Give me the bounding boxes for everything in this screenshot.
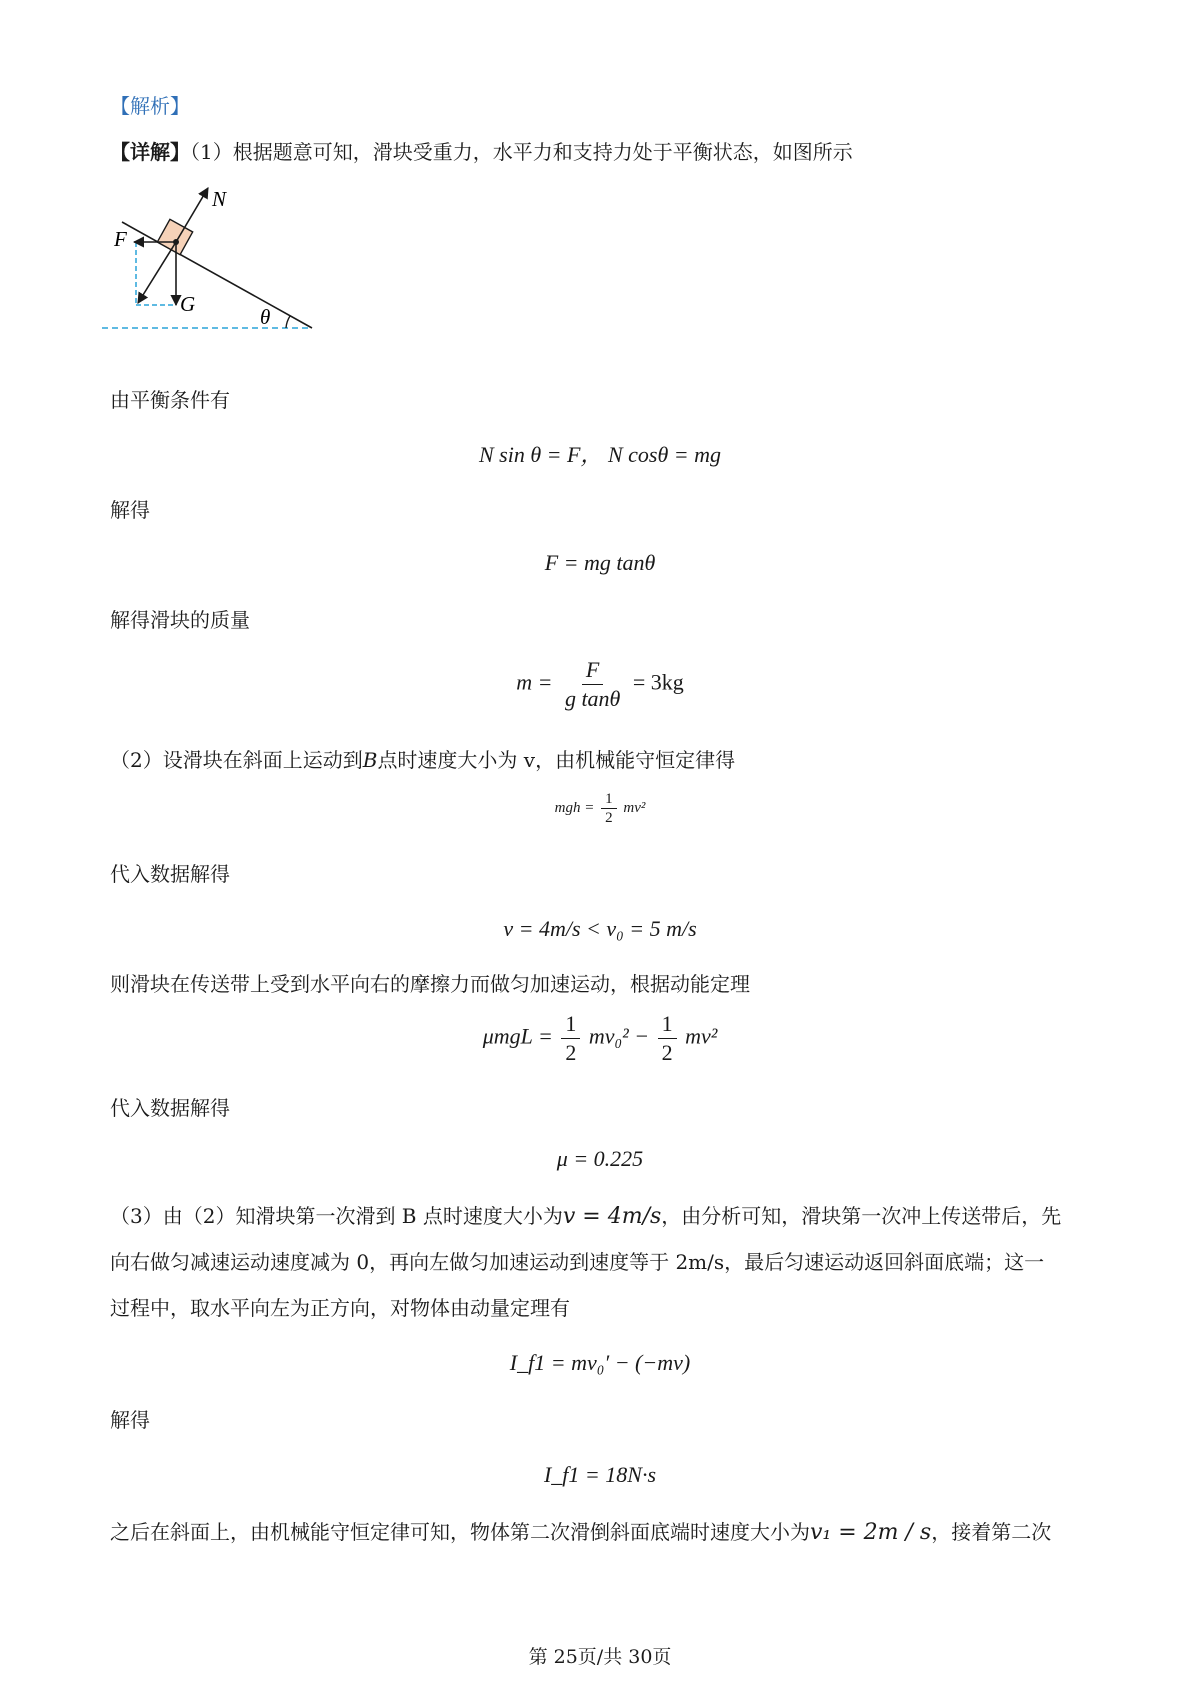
part3-velocity-2: v₁ = 2m / s [810,1520,932,1545]
eq6-denominator-2: 2 [661,1040,673,1065]
text-solve-1: 解得 [110,498,150,522]
equation-6 [0,1010,1200,1067]
detail-label: 【详解】 [110,140,190,164]
text-mass: 解得滑块的质量 [110,608,250,632]
eq4-denominator: 2 [605,810,613,826]
resultant-arrow [138,242,176,303]
point-B: B [362,748,378,772]
eq6-mid: mv₀² − [588,1023,650,1049]
eq4-lhs: mgh = [554,799,595,816]
text-kinetic-theorem: 则滑块在传送带上受到水平向右的摩擦力而做匀加速运动，根据动能定理 [110,972,750,996]
equation-7: μ = 0.225 [556,1146,644,1171]
eq3-rhs: = 3kg [632,669,684,695]
text-part2 [110,746,735,774]
detail-paragraph-1 [110,138,853,166]
eq6-denominator-1: 2 [565,1040,577,1065]
incline-line [122,222,312,328]
text-substitute-2: 代入数据解得 [110,1096,230,1120]
eq6-numerator-1: 1 [561,1010,580,1039]
label-N: N [212,187,227,211]
eq3-numerator: F [582,656,603,685]
eq4-rhs: mv² [623,799,646,816]
theta-arc [286,316,290,328]
eq6-fraction-1 [561,1010,580,1067]
force-diagram [100,178,340,338]
analysis-heading: 【解析】 [110,94,190,118]
text-substitute-1: 代入数据解得 [110,862,230,886]
eq6-rhs: mv² [685,1023,718,1049]
text-part3-line2: 向右做匀减速运动速度减为 0，再向左做匀加速运动到速度等于 2m/s，最后匀速运动返回斜面底端；这一 [110,1250,1045,1274]
part2-text-a: （2）设滑块在斜面上运动到 [110,748,363,772]
text-part3-line4 [110,1518,1051,1547]
equation-5: v = 4m/s < v₀ = 5 m/s [503,916,697,941]
part2-text-c: 点时速度大小为 v，由机械能守恒定律得 [377,748,736,772]
equation-4 [0,790,1200,827]
eq6-lhs: μmgL = [482,1023,553,1049]
text-equilibrium: 由平衡条件有 [110,388,230,412]
eq3-lhs: m = [516,669,553,695]
page-footer: 第 25页/共 30页 [528,1646,672,1668]
label-G: G [180,292,196,316]
eq6-fraction-2 [658,1010,677,1067]
part3-text-c: ，由分析可知，滑块第一次冲上传送带后，先 [661,1204,1062,1228]
equation-3 [0,656,1200,713]
part3-line4-text-a: 之后在斜面上，由机械能守恒定律可知，物体第二次滑倒斜面底端时速度大小为 [110,1520,810,1544]
part3-line4-text-c: ，接着第二次 [931,1520,1052,1544]
text-part3-line3: 过程中，取水平向左为正方向，对物体由动量定理有 [110,1296,570,1320]
force-point [173,239,179,245]
part3-velocity: v = 4m/s [562,1204,662,1229]
slider-block [157,219,192,254]
part1-text: （1）根据题意可知，滑块受重力，水平力和支持力处于平衡状态，如图所示 [190,140,853,164]
part3-text-a: （3）由（2）知滑块第一次滑到 B 点时速度大小为 [110,1204,563,1228]
eq4-fraction [601,790,617,827]
equation-9: I_f1 = 18N·s [543,1462,657,1487]
eq4-numerator: 1 [601,790,617,809]
equation-2: F = mg tanθ [544,550,656,575]
eq3-fraction [561,656,624,713]
eq6-numerator-2: 1 [658,1010,677,1039]
label-F: F [114,227,127,251]
label-theta: θ [260,305,271,329]
text-part3-line1 [110,1202,1061,1231]
eq3-denominator: g tanθ [564,686,621,711]
equation-8: I_f1 = mv₀′ − (−mv) [509,1350,691,1375]
text-solve-2: 解得 [110,1408,150,1432]
equation-1: N sin θ = F， N cosθ = mg [479,442,721,467]
